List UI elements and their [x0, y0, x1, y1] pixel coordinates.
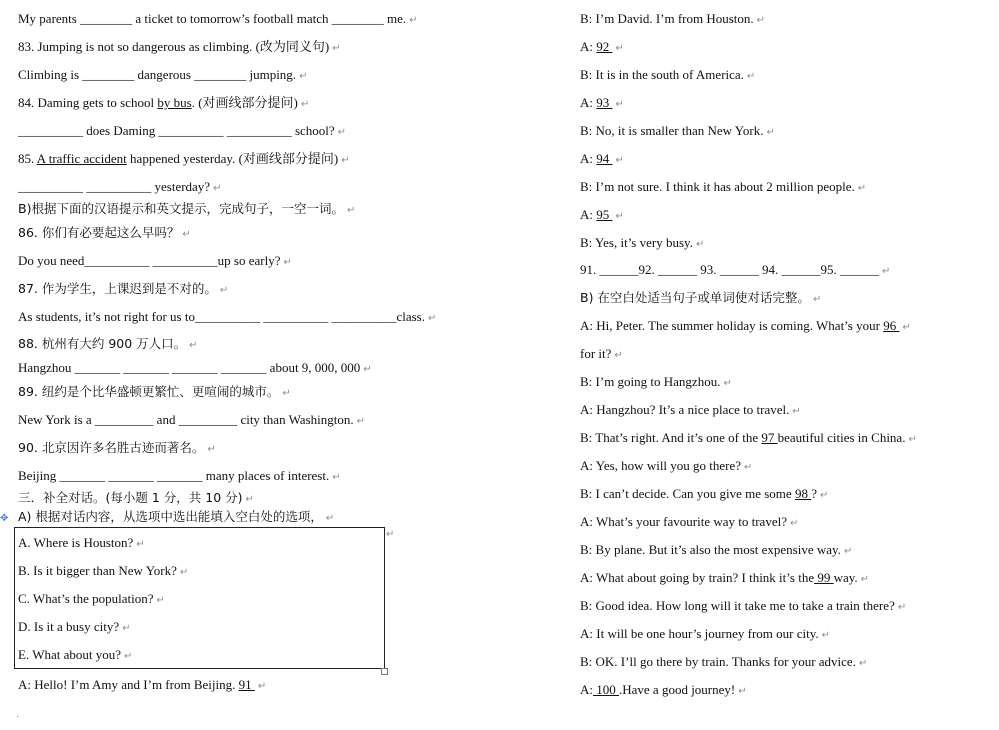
part-three-heading: 三．补全对话。(每小题 1 分，共 10 分) ↵	[18, 490, 254, 505]
option-e: E. What about you? ↵	[18, 647, 133, 662]
underlined-phrase: by bus	[157, 95, 192, 110]
dialogue-a7: A: Yes, how will you go there? ↵	[580, 458, 753, 473]
option-a: A. Where is Houston? ↵	[18, 535, 145, 550]
dialogue-a-93: A: 93 ↵	[580, 95, 624, 110]
dialogue-b10: B: OK. I’ll go there by train. Thanks for your advice. ↵	[580, 654, 868, 669]
blank-91: 91	[238, 677, 255, 692]
option-c: C. What’s the population? ↵	[18, 591, 165, 606]
dialogue-a-92: A: 92 ↵	[580, 39, 624, 54]
q87-answer-line: As students, it’s not right for us to__________ __________ __________class. ↵	[18, 309, 437, 324]
dialogue-b8: B: By plane. But it’s also the most expensive way. ↵	[580, 542, 853, 557]
dialogue-b9: B: Good idea. How long will it take me to take a train there? ↵	[580, 598, 907, 613]
line-82-blank-sentence: My parents ________ a ticket to tomorrow’s football match ________ me. ↵	[18, 11, 418, 26]
dialogue-b-98: B: I can’t decide. Can you give me some 98 ? ↵	[580, 486, 829, 501]
blank-100: 100	[593, 682, 619, 697]
q86-answer-line: Do you need__________ __________up so early? ↵	[18, 253, 292, 268]
q83-answer-line: Climbing is ________ dangerous ________ jumping. ↵	[18, 67, 308, 82]
q83-heading: 83. Jumping is not so dangerous as climbing. (改为同义句) ↵	[18, 39, 341, 54]
dialogue-b-97: B: That’s right. And it’s one of the 97 beautiful cities in China. ↵	[580, 430, 917, 445]
dialogue-b5: B: Yes, it’s very busy. ↵	[580, 235, 705, 250]
dialogue-b2: B: It is in the south of America. ↵	[580, 67, 756, 82]
dialogue-continuation: for it? ↵	[580, 346, 623, 361]
dialogue-a8: A: What’s your favourite way to travel? ↵	[580, 514, 799, 529]
blank-97: 97	[761, 430, 778, 445]
q89-prompt: 89. 纽约是个比华盛顿更繁忙、更喧闹的城市。 ↵	[18, 384, 291, 399]
dialogue-a-96: A: Hi, Peter. The summer holiday is coming. What’s your 96 ↵	[580, 318, 911, 333]
dialogue-b4: B: I’m not sure. I think it has about 2 million people. ↵	[580, 179, 867, 194]
answer-line-91-95: 91. ______92. ______ 93. ______ 94. ______95. ______ ↵	[580, 262, 891, 277]
dialogue-a-100: A: 100 .Have a good journey! ↵	[580, 682, 747, 697]
q86-prompt: 86. 你们有必要起这么早吗？ ↵	[18, 225, 191, 240]
dialogue-a9: A: It will be one hour’s journey from our city. ↵	[580, 626, 831, 641]
q89-answer-line: New York is a _________ and _________ city than Washington. ↵	[18, 412, 366, 427]
margin-mark: ·	[16, 712, 20, 723]
section-b-instruction: B)根据下面的汉语提示和英文提示，完成句子，一空一词。 ↵	[18, 201, 356, 216]
table-move-handle-icon[interactable]: ✥	[0, 513, 9, 524]
blank-98: 98	[794, 486, 812, 501]
dialogue-a-94: A: 94 ↵	[580, 151, 624, 166]
q84-answer-line: __________ does Daming __________ __________ school? ↵	[18, 123, 347, 138]
dialogue-a-95: A: 95 ↵	[580, 207, 624, 222]
blank-95: 95	[596, 207, 613, 222]
q87-prompt: 87. 作为学生，上课迟到是不对的。 ↵	[18, 281, 229, 296]
blank-94: 94	[596, 151, 613, 166]
table-resize-handle[interactable]	[381, 668, 388, 675]
dialogue-a-99: A: What about going by train? I think it’s the 99 way. ↵	[580, 570, 870, 585]
dialogue-b3: B: No, it is smaller than New York. ↵	[580, 123, 775, 138]
section-b2-instruction: B) 在空白处适当句子或单词使对话完整。 ↵	[580, 290, 822, 305]
q90-prompt: 90. 北京因许多名胜古迹而著名。 ↵	[18, 440, 216, 455]
section-a-instruction: A) 根据对话内容，从选项中选出能填入空白处的选项， ↵	[18, 509, 335, 524]
q85-heading: 85. A traffic accident happened yesterday. (对画线部分提问) ↵	[18, 151, 350, 166]
q90-answer-line: Beijing _______ _______ _______ many places of interest. ↵	[18, 468, 341, 483]
cell-end-mark: ↵	[386, 529, 395, 540]
dialogue-a6: A: Hangzhou? It’s a nice place to travel. ↵	[580, 402, 801, 417]
dialogue-b6: B: I’m going to Hangzhou. ↵	[580, 374, 732, 389]
option-b: B. Is it bigger than New York? ↵	[18, 563, 189, 578]
dialogue-line-a1: A: Hello! I’m Amy and I’m from Beijing. 91 ↵	[18, 677, 267, 692]
q85-answer-line: __________ __________ yesterday? ↵	[18, 179, 222, 194]
blank-96: 96	[883, 318, 900, 333]
q84-heading: 84. Daming gets to school by bus. (对画线部分提问) ↵	[18, 95, 310, 110]
q88-prompt: 88. 杭州有大约 900 万人口。 ↵	[18, 336, 198, 351]
blank-93: 93	[596, 95, 613, 110]
blank-99: 99	[814, 570, 834, 585]
dialogue-b1: B: I’m David. I’m from Houston. ↵	[580, 11, 766, 26]
underlined-phrase: A traffic accident	[36, 151, 127, 166]
q88-answer-line: Hangzhou _______ _______ _______ _______ about 9, 000, 000 ↵	[18, 360, 372, 375]
blank-92: 92	[596, 39, 613, 54]
option-d: D. Is it a busy city? ↵	[18, 619, 131, 634]
